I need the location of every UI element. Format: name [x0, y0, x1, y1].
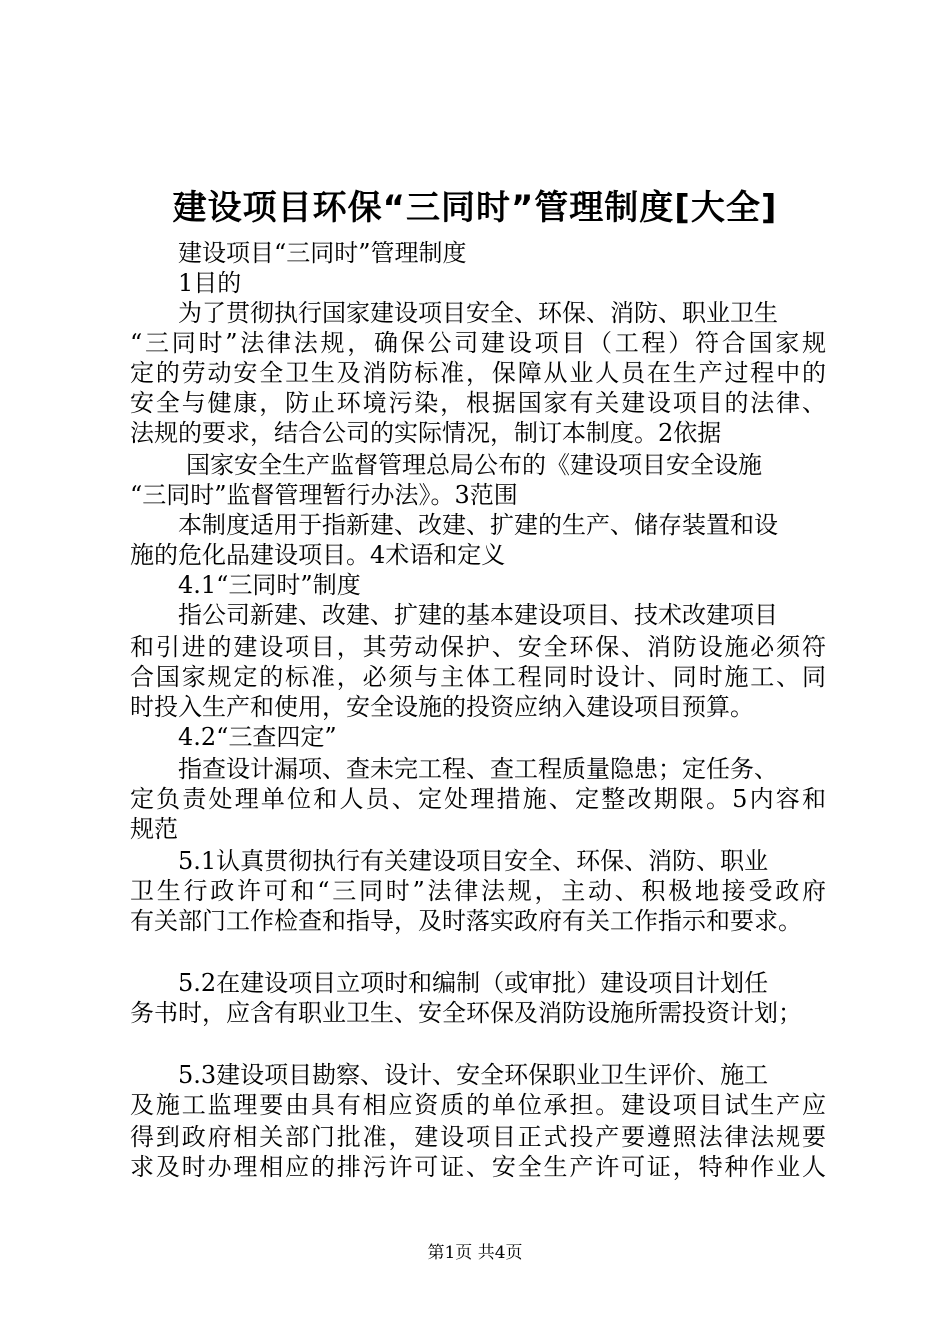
paragraph-line: 卫生行政许可和“三同时”法律法规，主动、积极地接受政府 [130, 877, 826, 905]
paragraph-line: 务书时，应含有职业卫生、安全环保及消防设施所需投资计划； [130, 999, 802, 1027]
paragraph-line: “三同时”法律法规，确保公司建设项目（工程）符合国家规 [130, 329, 826, 357]
paragraph-line: 5.2在建设项目立项时和编制（或审批）建设项目计划任 [178, 969, 769, 997]
paragraph-line: 得到政府相关部门批准，建设项目正式投产要遵照法律法规要 [130, 1123, 826, 1151]
paragraph-line: 合国家规定的标准，必须与主体工程同时设计、同时施工、同 [130, 663, 826, 691]
paragraph-line: 定负责处理单位和人员、定处理措施、定整改期限。5内容和 [130, 785, 826, 813]
paragraph-line: 5.3建设项目勘察、设计、安全环保职业卫生评价、施工 [178, 1061, 769, 1089]
paragraph-line: 5.1认真贯彻执行有关建设项目安全、环保、消防、职业 [178, 847, 769, 875]
paragraph-line: 求及时办理相应的排污许可证、安全生产许可证，特种作业人 [130, 1153, 826, 1181]
paragraph-line: 指查设计漏项、查未完工程、查工程质量隐患；定任务、 [178, 755, 778, 783]
paragraph-line: 指公司新建、改建、扩建的基本建设项目、技术改建项目 [178, 601, 778, 629]
paragraph-line: 为了贯彻执行国家建设项目安全、环保、消防、职业卫生 [178, 299, 778, 327]
page-number-footer: 第1页 共4页 [427, 1243, 523, 1263]
paragraph-line: 有关部门工作检查和指导，及时落实政府有关工作指示和要求。 [130, 907, 802, 935]
paragraph-line: 及施工监理要由具有相应资质的单位承担。建设项目试生产应 [130, 1091, 826, 1119]
section-heading-4-2: 4.2“三查四定” [178, 723, 337, 751]
paragraph-line: 法规的要求，结合公司的实际情况，制订本制度。2依据 [130, 419, 722, 447]
paragraph-line: 安全与健康，防止环境污染，根据国家有关建设项目的法律、 [130, 389, 826, 417]
section-heading-4-1: 4.1“三同时”制度 [178, 571, 361, 599]
paragraph-line: 和引进的建设项目，其劳动保护、安全环保、消防设施必须符 [130, 633, 826, 661]
paragraph-line: 时投入生产和使用，安全设施的投资应纳入建设项目预算。 [130, 693, 754, 721]
subtitle-line: 建设项目“三同时”管理制度 [178, 239, 467, 267]
paragraph-line: 本制度适用于指新建、改建、扩建的生产、储存装置和设 [178, 511, 778, 539]
paragraph-line: 国家安全生产监督管理总局公布的《建设项目安全设施 [186, 451, 762, 479]
paragraph-line: 施的危化品建设项目。4术语和定义 [130, 541, 506, 569]
paragraph-line: “三同时”监督管理暂行办法》。3范围 [130, 481, 518, 509]
section-heading-purpose: 1目的 [178, 269, 242, 297]
paragraph-line: 规范 [130, 815, 178, 843]
paragraph-line: 定的劳动安全卫生及消防标准，保障从业人员在生产过程中的 [130, 359, 826, 387]
document-title: 建设项目环保“三同时”管理制度[大全] [172, 188, 778, 228]
